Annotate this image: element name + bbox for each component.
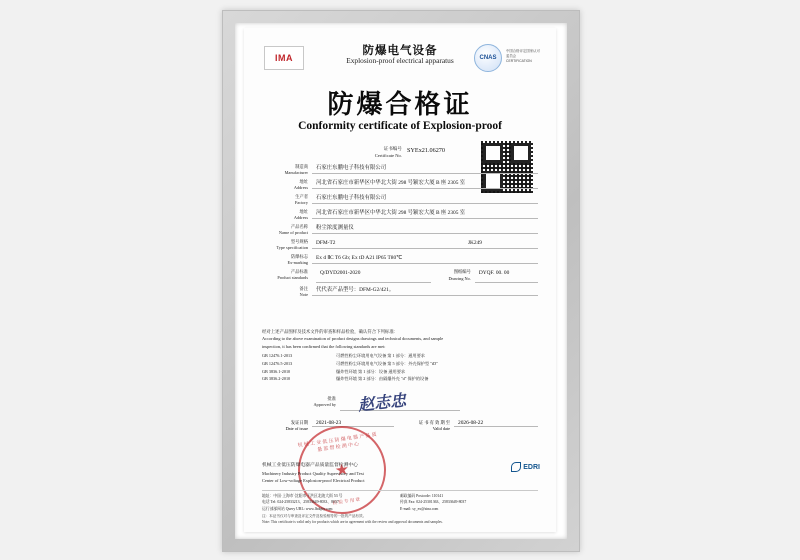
field-row-type-spec	[262, 239, 538, 252]
field-value-product-standards: Q/DYD2001-2020	[316, 269, 431, 283]
field-table	[262, 164, 538, 301]
field-label-type-spec	[262, 239, 312, 251]
list-item	[262, 360, 538, 368]
issue-date-value: 2021-08-23	[312, 420, 394, 427]
field-label-note	[262, 286, 312, 298]
valid-date-value: 2026-08-22	[454, 420, 538, 427]
field-label-ex-marking	[262, 254, 312, 266]
standard-code: GB 12476.1-2013	[262, 353, 293, 358]
issue-date-label-cn: 发证日期	[290, 420, 308, 425]
footnote-cn: 注：本证书仅对与审查及评定文件及检验相符的一批的产品有效。	[262, 514, 367, 518]
field-row-note	[262, 286, 538, 299]
contact-email[interactable]: E-mail: sy_ex@sina.com	[400, 506, 439, 511]
cnas-logo-caption: 中国合格评定国家认可委员会 CERTIFICATION	[506, 49, 540, 64]
certificate-no-label-en: Certificate No.	[374, 152, 402, 158]
standards-list	[262, 352, 538, 383]
contact-telephone: 电话 Tel: 024-25833213、25833649-8033、8037	[262, 500, 339, 505]
edri-logo	[511, 462, 540, 472]
certificate-no-label-cn: 证书编号	[383, 146, 402, 151]
approval-label-en: Approved by	[313, 402, 336, 408]
field-label-type-spec-cn: 型号规格	[290, 239, 308, 244]
field-label-factory	[262, 194, 312, 206]
issue-date-label	[262, 420, 312, 433]
certificate-no-value: SYEx21.06270	[407, 147, 445, 154]
footnote	[262, 514, 538, 526]
document-title-cn: 防爆合格证	[327, 90, 473, 119]
field-row-address-1	[262, 179, 538, 192]
field-label-product-name-cn: 产品名称	[290, 224, 308, 229]
field-row-product-name	[262, 224, 538, 237]
conformity-statement-cn: 经对上述产品图样及技术文件的审查和样品检验，确认符合下列标准：	[262, 329, 399, 334]
list-item	[262, 352, 538, 360]
valid-date-label	[394, 420, 454, 433]
field-value-note: 代代表产品型号：DFM-G2/421。	[312, 286, 538, 296]
footnote-en: Note: This certificate is valid only for products which are in agreement with the review and approval documents and samples.	[262, 519, 443, 524]
seal-bottom-text: 检 验 专 用 章	[332, 496, 361, 506]
document-subtitle-cn: 防爆电气设备	[362, 45, 438, 57]
document-subtitle-en: Explosion-proof electrical apparatus	[346, 56, 454, 65]
standard-code: GB 12476.5-2013	[262, 360, 293, 366]
issuing-organization-cn: 机械工业低压防爆电器产品质量监督检测中心	[262, 463, 358, 468]
list-item	[262, 368, 538, 376]
valid-date-label-en: Valid date	[432, 426, 450, 432]
standard-desc: 爆炸性环境 第 1 部分：设备 通用要求	[336, 368, 406, 374]
field-label-manufacturer	[262, 164, 312, 176]
field-label-note-cn: 备注	[299, 285, 308, 291]
field-label-factory-en: Factory	[294, 200, 308, 206]
field-value-factory: 石家庄东鹏电子科技有限公司	[312, 194, 538, 204]
contact-left-column	[262, 493, 400, 512]
field-value-product-standards-wrap	[312, 269, 538, 284]
issue-date-label-en: Date of issue	[285, 426, 308, 432]
issuing-organization-en-1: Machinery Industry Product Quality Supervisory and Test	[262, 470, 364, 476]
field-label-product-standards	[262, 269, 312, 281]
certificate-document	[244, 28, 556, 532]
conformity-statement-en-2: inspection, it has been confirmed that the following standards are met:	[262, 343, 386, 349]
field-label-address-2	[262, 209, 312, 221]
contact-right-column	[400, 493, 538, 512]
certificate-no-label	[348, 146, 402, 160]
edri-mark-icon	[511, 462, 521, 472]
field-label-ex-marking-en: Ex-marking	[287, 260, 308, 266]
document-title-en: Conformity certificate of Explosion-proof	[298, 120, 502, 132]
field-row-address-2	[262, 209, 538, 222]
field-value-address-1: 河北省石家庄市新华区中华北大街 298 号颖宏大厦 B 座 2305 室	[312, 179, 538, 189]
standard-desc: 爆炸性环境 第 2 部分：由隔爆外壳 "d" 保护的设备	[336, 376, 429, 382]
field-label-product-name	[262, 224, 312, 236]
issuing-organization	[262, 462, 512, 484]
field-value-drawing-no: DYQF. 00. 00	[475, 269, 538, 283]
field-label-product-standards-en: Product standards	[277, 275, 308, 281]
field-label-drawing-no-en: Drawing No.	[448, 275, 471, 281]
field-value-type-spec-model: DFM-T2	[316, 240, 336, 246]
standard-code: GB 3836.1-2010	[262, 368, 291, 374]
dates-row	[262, 420, 538, 433]
list-item	[262, 375, 538, 383]
field-value-ex-marking: Ex d ⅡC T6 Gb; Ex tD A21 IP65 T80℃	[312, 254, 538, 264]
contact-fax: 传真 Fax: 024-25301363、25833649-8037	[400, 500, 467, 505]
standard-desc: 可燃性粉尘环境用电气设备 第 5 部分：外壳保护型 "tD"	[336, 360, 438, 366]
issuing-organization-en-2: Center of Low-voltage Explosion-proof Electrical Product	[262, 477, 365, 483]
cnas-logo-text: CNAS	[479, 55, 497, 61]
field-label-address-1-en: Address	[293, 185, 308, 191]
field-label-factory-cn: 生产者	[295, 194, 308, 199]
field-label-address-2-en: Address	[293, 215, 308, 221]
field-label-address-2-cn: 地址	[299, 209, 308, 214]
standard-desc: 可燃性粉尘环境用电气设备 第 1 部分：通用要求	[336, 353, 425, 358]
approval-label	[290, 396, 336, 409]
edri-logo-text: EDRI	[523, 463, 540, 471]
field-label-product-name-en: Name of product	[278, 230, 308, 236]
field-label-type-spec-en: Type specification	[276, 245, 308, 251]
field-label-note-en: Note	[299, 291, 308, 297]
contact-info	[262, 490, 538, 512]
field-label-manufacturer-cn: 制造商	[295, 164, 308, 169]
contact-postcode: 邮政编码 Postcode: 110141	[400, 494, 444, 498]
conformity-statement	[262, 328, 538, 350]
field-row-ex-marking	[262, 254, 538, 267]
star-icon: ★	[333, 461, 351, 480]
field-label-manufacturer-en: Manufacturer	[284, 170, 308, 176]
field-value-address-2: 河北省石家庄市新华区中华北大街 298 号颖宏大厦 B 座 2305 室	[312, 209, 538, 219]
field-label-ex-marking-cn: 防爆标志	[290, 254, 308, 259]
approval-label-cn: 批准	[327, 396, 336, 401]
seal-top-text: 机械工业低压防爆电器产品质量监督检测中心	[297, 432, 379, 454]
field-value-product-name: 粉尘浓度测量仪	[312, 224, 538, 234]
field-row-manufacturer	[262, 164, 538, 177]
field-value-type-spec	[312, 239, 538, 249]
field-value-manufacturer: 石家庄东鹏电子科技有限公司	[312, 164, 538, 174]
field-label-drawing-no	[431, 269, 475, 283]
standard-code: GB 3836.2-2010	[262, 376, 291, 382]
field-label-address-1-cn: 地址	[299, 179, 308, 184]
field-label-product-standards-cn: 产品标准	[290, 269, 308, 274]
field-row-factory	[262, 194, 538, 207]
field-value-type-spec-code: JK249	[467, 240, 482, 246]
ima-logo-text: IMA	[275, 53, 293, 63]
field-row-product-standards	[262, 269, 538, 284]
valid-date-label-cn: 证 书 有 效 期 至	[418, 420, 450, 425]
conformity-statement-en-1: According to the above examination of product designs drawings and technical documents, and sample	[262, 336, 444, 342]
contact-address: 地址：中国·上海市·沈阳市于洪区北陵大街 53 号	[262, 494, 343, 498]
contact-website[interactable]: 运行部部网站 Query URL: www.lbdqby.com	[262, 506, 333, 511]
field-label-address-1	[262, 179, 312, 191]
approval-signature: 赵志忠	[357, 392, 407, 415]
field-label-drawing-no-cn: 图纸编号	[453, 269, 471, 274]
